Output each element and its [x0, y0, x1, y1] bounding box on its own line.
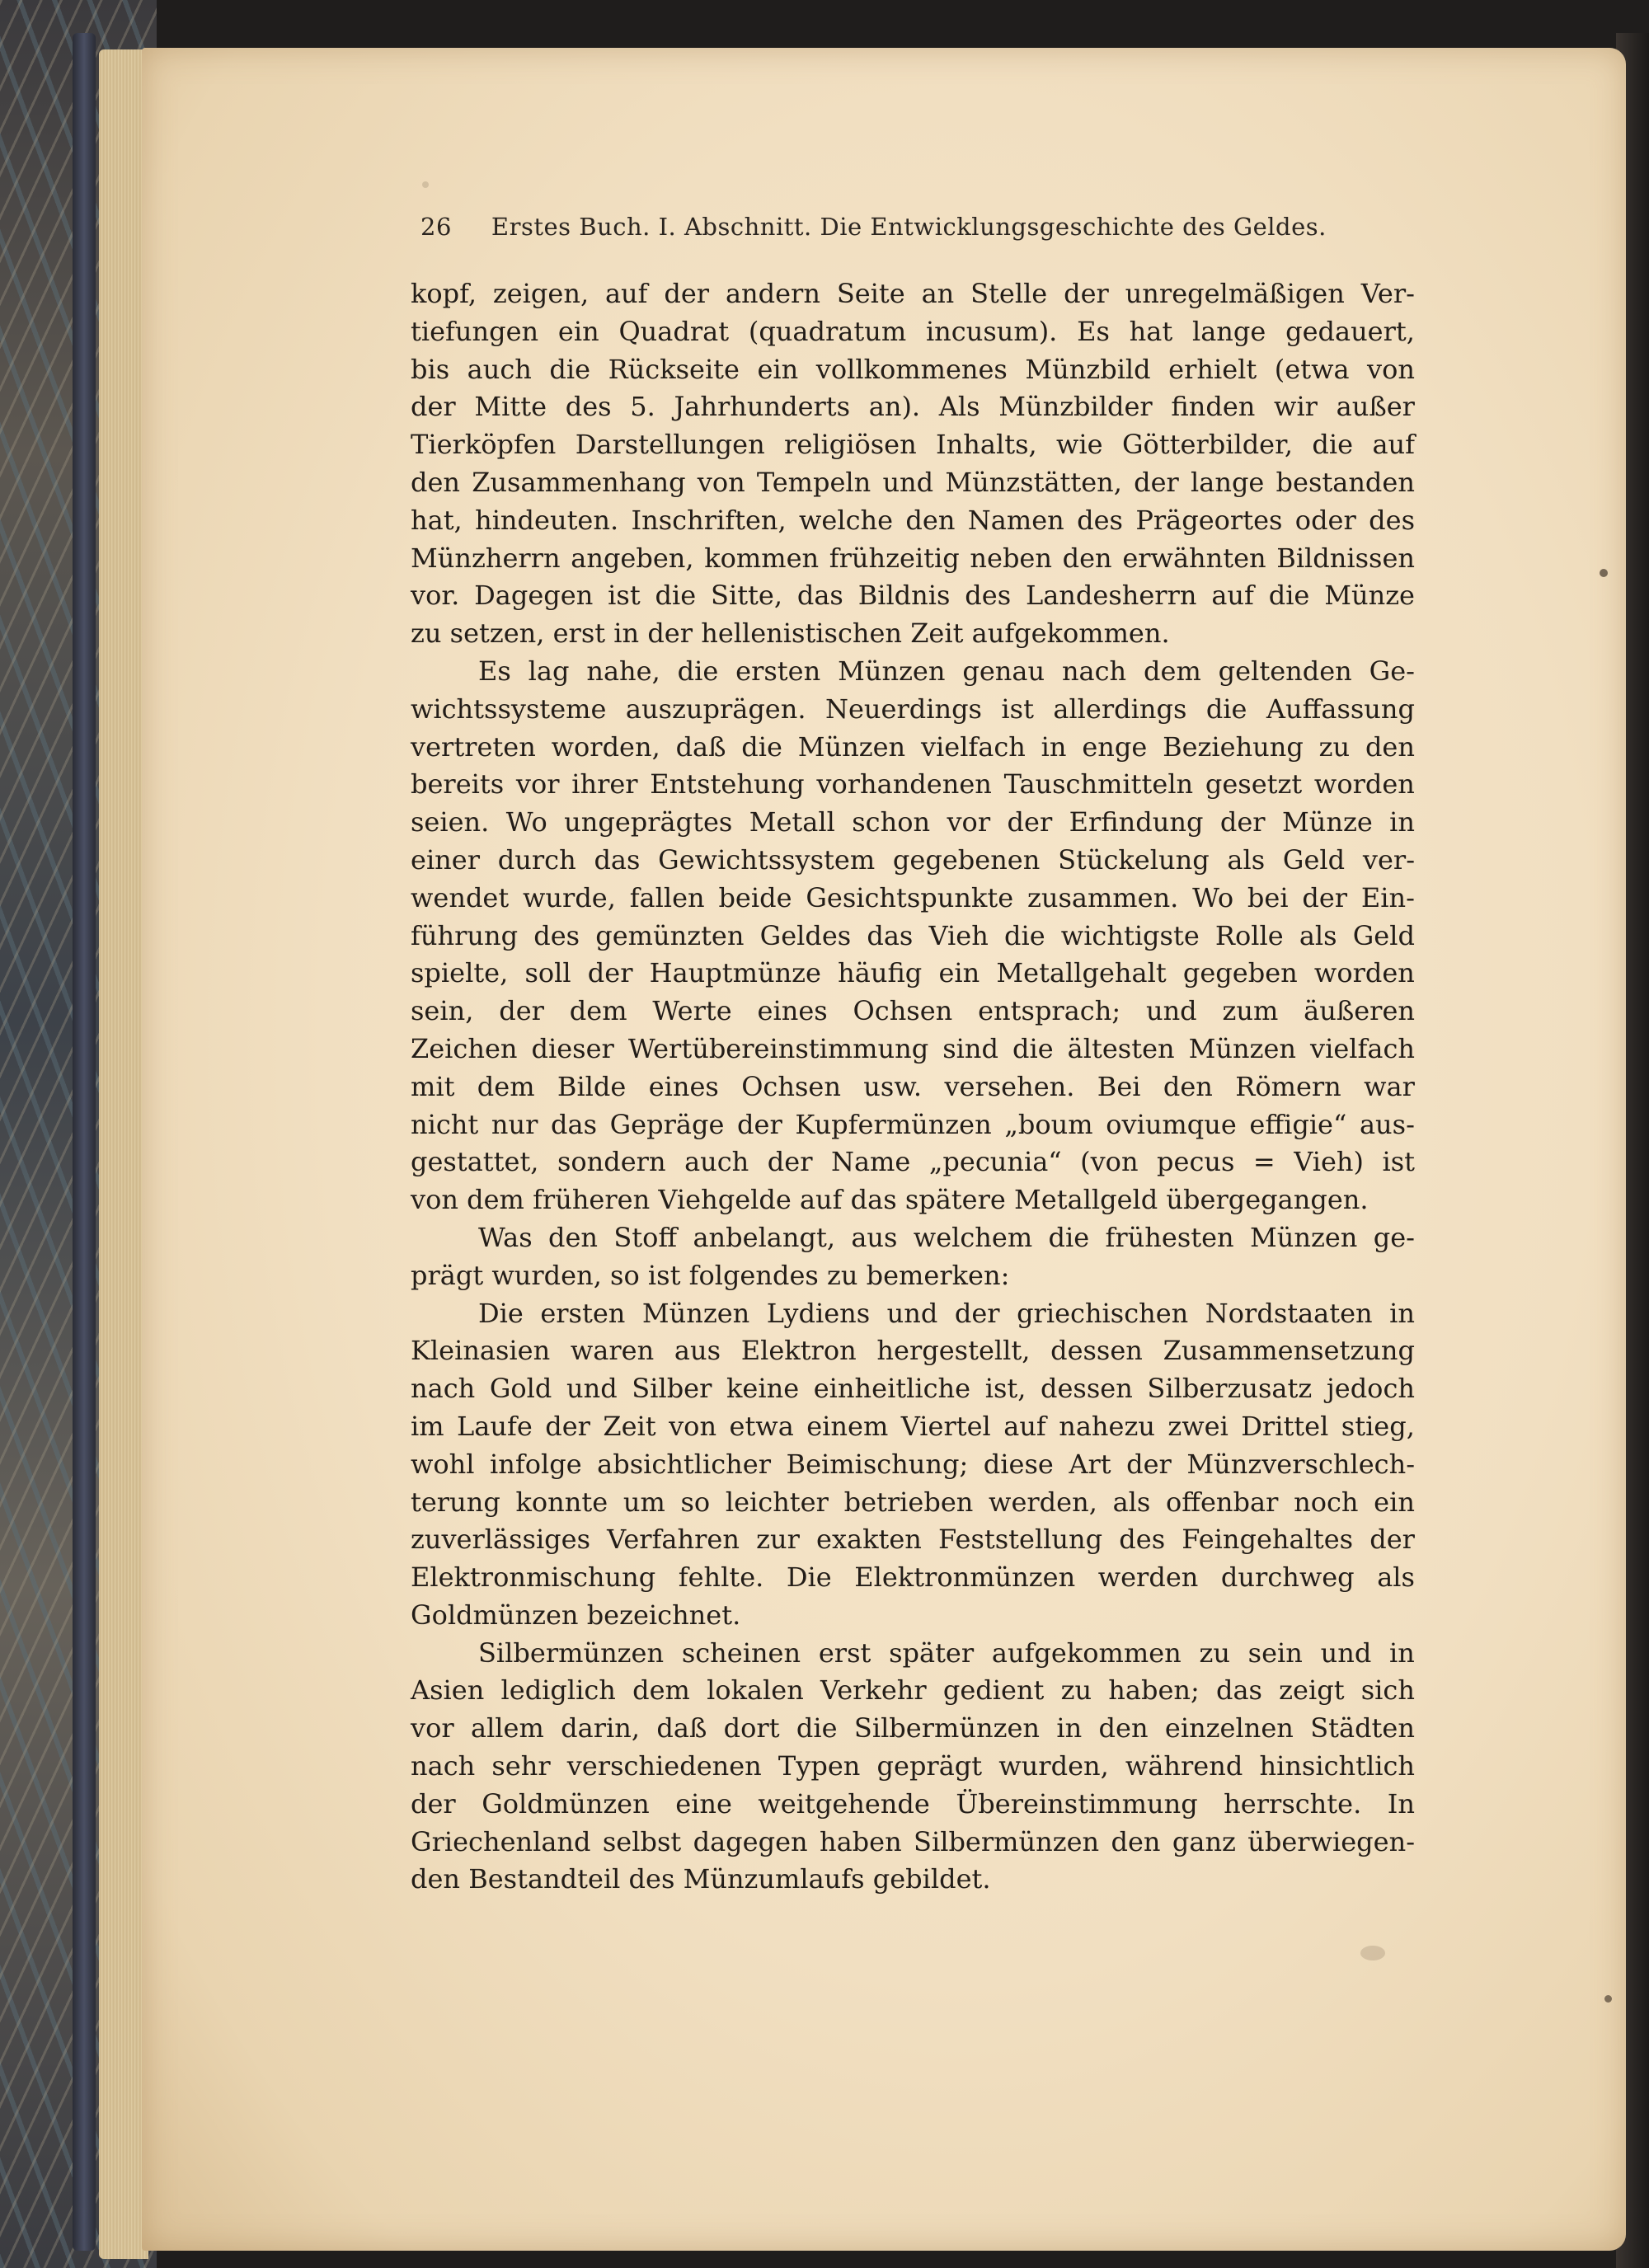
text-line: zuverlässiges Verfahren zur exakten Feststellung des Feingehaltes der — [411, 1524, 1415, 1556]
text-line: bis auch die Rückseite ein vollkommenes Münzbild erhielt (etwa von — [411, 353, 1415, 385]
text-line: von dem früheren Viehgelde auf das spätere Metallgeld übergegangen. — [411, 1184, 1369, 1216]
body-text — [411, 275, 1415, 1899]
text-line: tiefungen ein Quadrat (quadratum incusum). Es hat lange gedauert, — [411, 315, 1415, 347]
text-line: einer durch das Gewichtssystem gegebenen Stückelung als Geld ver- — [411, 843, 1415, 876]
text-line: nach sehr verschiedenen Typen geprägt wurden, während hinsichtlich — [411, 1750, 1415, 1782]
text-line: im Laufe der Zeit von etwa einem Viertel auf nahezu zwei Drittel stieg, — [411, 1410, 1415, 1442]
text-line: kopf, zeigen, auf der andern Seite an Stelle der unregelmäßigen Ver- — [411, 278, 1415, 309]
text-line: Silbermünzen scheinen erst später aufgekommen zu sein und in — [478, 1636, 1415, 1669]
text-line: Goldmünzen bezeichnet. — [411, 1599, 741, 1631]
text-line: Kleinasien waren aus Elektron hergestellt, dessen Zusammensetzung — [411, 1335, 1415, 1367]
text-line: den Zusammenhang von Tempeln und Münzstätten, der lange bestanden — [411, 466, 1415, 498]
page-number: 26 — [420, 213, 452, 241]
text-line: der Mitte des 5. Jahrhunderts an). Als Münzbilder finden wir außer — [411, 391, 1415, 423]
text-line: spielte, soll der Hauptmünze häufig ein Metallgehalt gegeben worden — [411, 957, 1415, 989]
text-line: der Goldmünzen eine weitgehende Übereinstimmung herrschte. In — [411, 1787, 1415, 1820]
text-line: Zeichen dieser Wertübereinstimmung sind die ältesten Münzen vielfach — [411, 1032, 1415, 1064]
text-line: seien. Wo ungeprägtes Metall schon vor der Erfindung der Münze in — [411, 806, 1415, 838]
text-line: prägt wurden, so ist folgendes zu bemerken: — [411, 1259, 1010, 1291]
ink-speck — [422, 181, 429, 188]
page-stack-edge — [99, 49, 148, 2259]
text-line: Elektronmischung fehlte. Die Elektronmünzen werden durchweg als — [411, 1561, 1415, 1594]
text-line: Asien lediglich dem lokalen Verkehr gedient zu haben; das zeigt sich — [411, 1674, 1415, 1707]
text-line: wichtssysteme auszuprägen. Neuerdings ist allerdings die Auffassung — [411, 693, 1415, 725]
book-spine-edge — [73, 33, 96, 2251]
ink-speck — [1604, 1995, 1612, 2003]
text-line: Was den Stoff anbelangt, aus welchem die frühesten Münzen ge- — [478, 1221, 1415, 1253]
ink-speck — [1360, 1946, 1385, 1960]
text-line: bereits vor ihrer Entstehung vorhandenen Tauschmitteln gesetzt worden — [411, 768, 1415, 801]
text-line: Die ersten Münzen Lydiens und der griechischen Nordstaaten in — [478, 1297, 1415, 1329]
text-line: führung des gemünzten Geldes das Vieh die wichtigste Rolle als Geld — [411, 919, 1415, 951]
running-header — [420, 213, 1410, 249]
text-line: Tierköpfen Darstellungen religiösen Inhalts, wie Götterbilder, die auf — [411, 429, 1415, 461]
text-line: zu setzen, erst in der hellenistischen Zeit aufgekommen. — [411, 617, 1170, 650]
text-line: vor allem darin, daß dort die Silbermünzen in den einzelnen Städten — [411, 1712, 1415, 1744]
text-line: hat, hindeuten. Inschriften, welche den Namen des Prägeortes oder des — [411, 504, 1415, 536]
text-line: wohl infolge absichtlicher Beimischung; diese Art der Münzverschlech- — [411, 1448, 1415, 1480]
text-line: sein, der dem Werte eines Ochsen entsprach; und zum äußeren — [411, 995, 1415, 1027]
text-line: mit dem Bilde eines Ochsen usw. versehen. Bei den Römern war — [411, 1070, 1415, 1102]
text-line: wendet wurde, fallen beide Gesichtspunkte zusammen. Wo bei der Ein- — [411, 881, 1415, 913]
text-line: vor. Dagegen ist die Sitte, das Bildnis des Landesherrn auf die Münze — [411, 580, 1415, 612]
text-line: nicht nur das Gepräge der Kupfermünzen „boum oviumque effigie“ aus- — [411, 1108, 1415, 1140]
text-line: Es lag nahe, die ersten Münzen genau nach dem geltenden Ge- — [478, 655, 1415, 687]
text-line: vertreten worden, daß die Münzen vielfach in enge Beziehung zu den — [411, 730, 1415, 763]
text-line: terung konnte um so leichter betrieben werden, als offenbar noch ein — [411, 1486, 1415, 1518]
text-line: nach Gold und Silber keine einheitliche ist, dessen Silberzusatz jedoch — [411, 1373, 1415, 1405]
ink-speck — [1600, 569, 1608, 577]
text-line: den Bestandteil des Münzumlaufs gebildet. — [411, 1863, 991, 1895]
text-line: Münzherrn angeben, kommen frühzeitig neben den erwähnten Bildnissen — [411, 542, 1415, 574]
running-head-title: Erstes Buch. I. Abschnitt. Die Entwicklungsgeschichte des Geldes. — [491, 213, 1327, 241]
text-line: gestattet, sondern auch der Name „pecunia“ (von pecus = Vieh) ist — [411, 1146, 1415, 1178]
text-line: Griechenland selbst dagegen haben Silbermünzen den ganz überwiegen- — [411, 1825, 1415, 1857]
